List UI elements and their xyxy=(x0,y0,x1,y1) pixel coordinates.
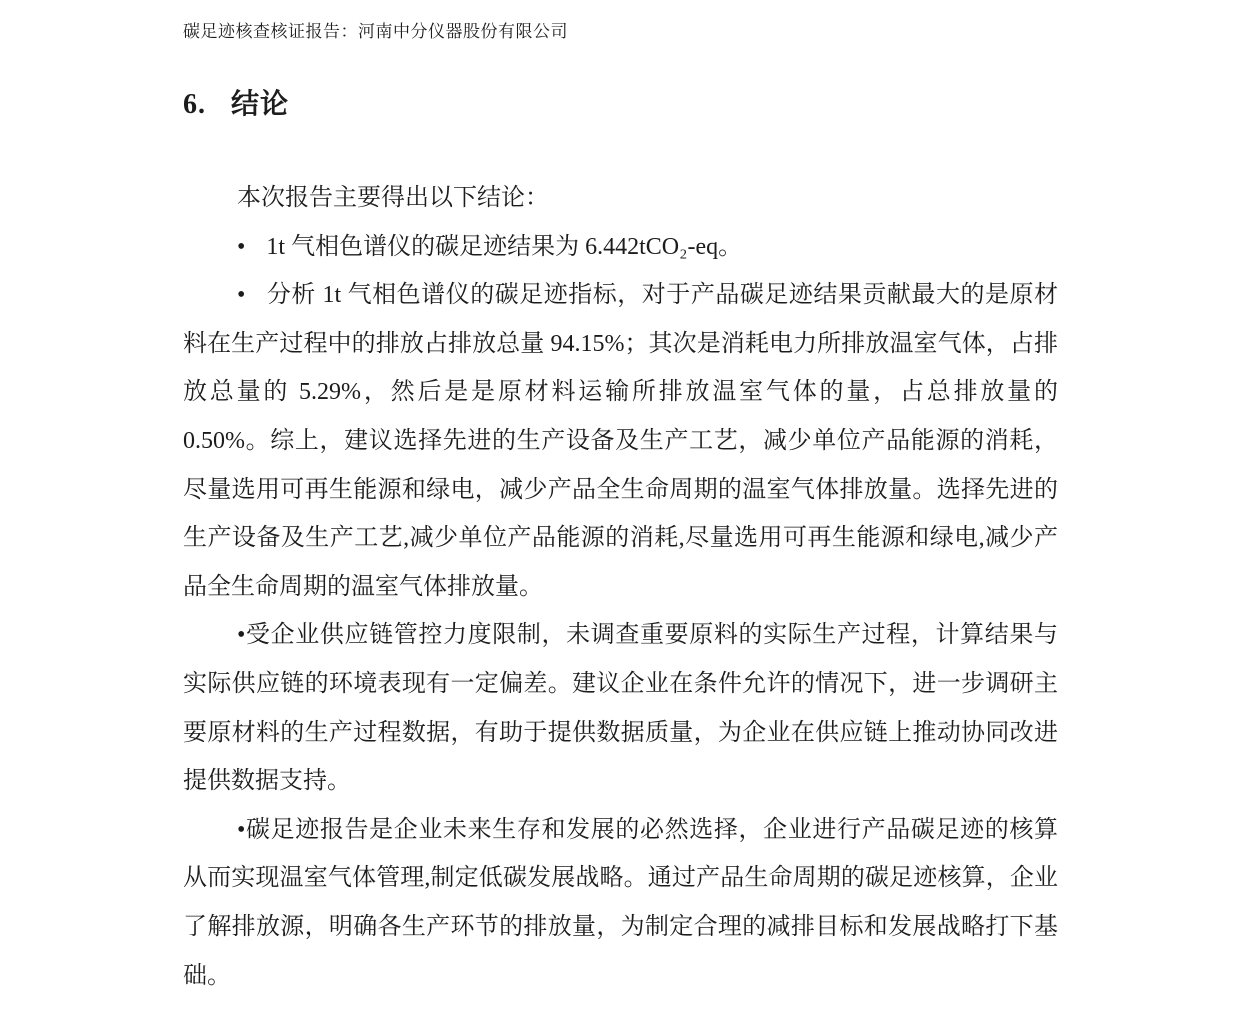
bullet-item-2 xyxy=(183,271,1058,611)
section-title: 结论 xyxy=(231,89,290,120)
intro-paragraph: 本次报告主要得出以下结论： xyxy=(237,185,549,211)
section-heading xyxy=(183,88,1058,121)
bullet-text: 碳足迹报告是企业未来生存和发展的必然选择，企业进行产品碳足迹的核算从而实现温室气体管理,制定低碳发展战略。通过产品生命周期的碳足迹核算，企业了解排放源，明确各生产环节的排放量，为制定合理的减排目标和发展战略打下基础。 xyxy=(183,816,1058,989)
bullet-text: 1t 气相色谱仪的碳足迹结果为 6.442tCO₂-eq。 xyxy=(266,233,743,260)
document-header: 碳足迹核查核证报告：河南中分仪器股份有限公司 xyxy=(183,22,568,41)
bullet-marker: • xyxy=(237,282,246,309)
document-body xyxy=(183,174,1058,1000)
section-number: 6. xyxy=(183,89,206,120)
bullet-marker: • xyxy=(237,816,246,843)
bullet-text: 受企业供应链管控力度限制，未调查重要原料的实际生产过程，计算结果与实际供应链的环境表现有一定偏差。建议企业在条件允许的情况下，进一步调研主要原材料的生产过程数据，有助于提供数据质量，为企业在供应链上推动协同改进提供数据支持。 xyxy=(183,622,1058,795)
bullet-marker: • xyxy=(237,622,246,649)
bullet-text: 分析 1t 气相色谱仪的碳足迹指标，对于产品碳足迹结果贡献最大的是原材料在生产过程中的排放占排放总量 94.15%；其次是消耗电力所排放温室气体，占排放总量的 5.29%，然后是是原材料运输所排放温室气体的量，占总排放量的 0.50%。综上，建议选择先进的生产设备及生产工艺，减少单位产品能源的消耗，尽量选用可再生能源和绿电，减少产品全生命周期的温室气体排放量。选择先进的生产设备及生产工艺,减少单位产品能源的消耗,尽量选用可再生能源和绿电,减少产品全生命周期的温室气体排放量。 xyxy=(183,282,1058,600)
bullet-item-4 xyxy=(183,806,1058,1000)
bullet-item-1 xyxy=(183,223,1058,272)
bullet-marker: • xyxy=(237,233,246,260)
bullet-item-3 xyxy=(183,611,1058,805)
